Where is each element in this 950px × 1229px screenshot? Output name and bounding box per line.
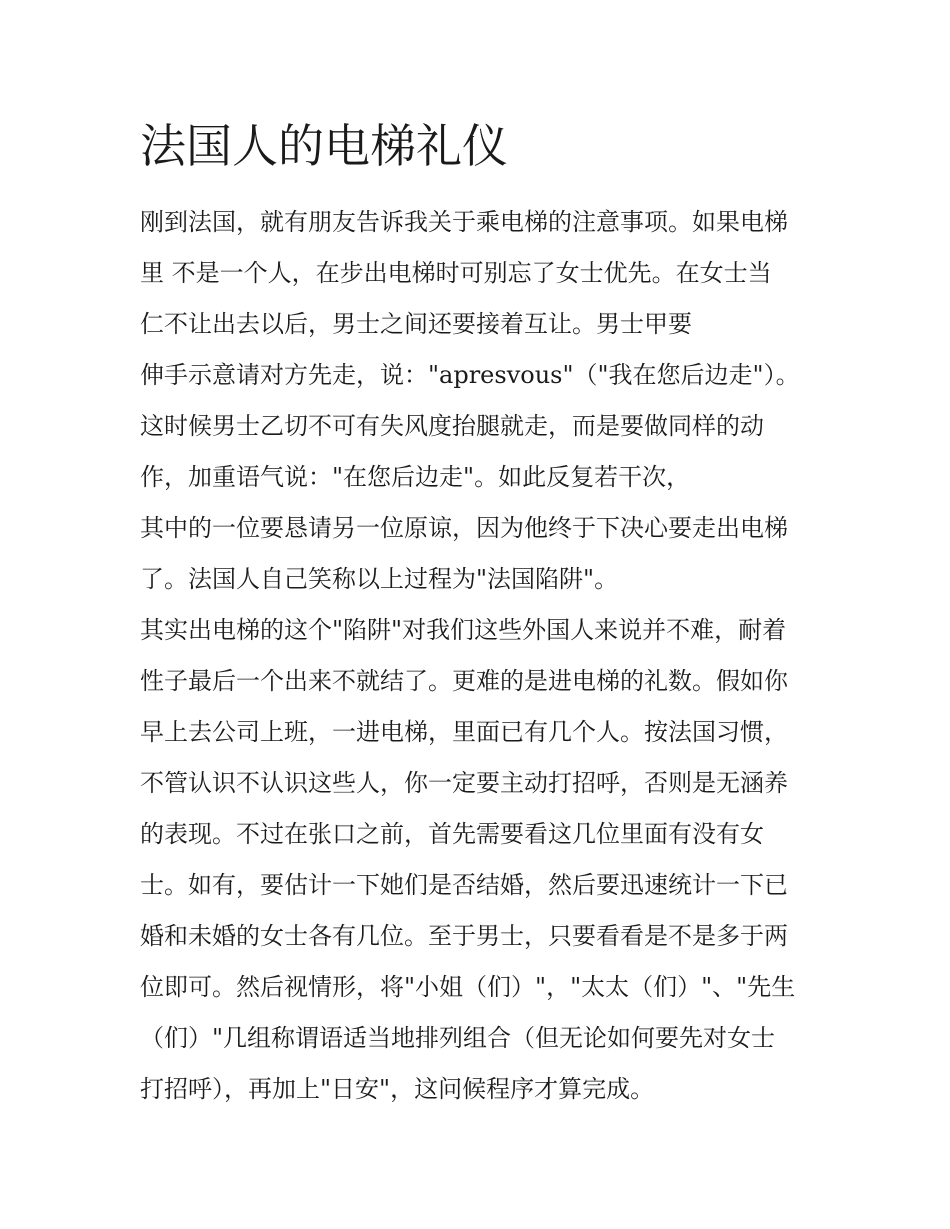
text-line: 了。法国人自己笑称以上过程为"法国陷阱"。 (140, 565, 619, 593)
text-line: （们）"几组称谓语适当地排列组合（但无论如何要先对女士 (140, 1024, 776, 1052)
text-line: 不管认识不认识这些人，你一定要主动打招呼，否则是无涵养 (140, 769, 788, 797)
text-line: 这时候男士乙切不可有失风度抬腿就走，而是要做同样的动 (140, 412, 764, 440)
text-line: 婚和未婚的女士各有几位。至于男士，只要看看是不是多于两 (140, 922, 788, 950)
document-body (140, 197, 840, 1115)
text-line: 的表现。不过在张口之前，首先需要看这几位里面有没有女 (140, 820, 764, 848)
text-line: 仁不让出去以后，男士之间还要接着互让。男士甲要 (140, 310, 692, 338)
text-line: 伸手示意请对方先走，说："apresvous"（"我在您后边走"）。 (140, 361, 800, 389)
text-line: 性子最后一个出来不就结了。更难的是进电梯的礼数。假如你 (140, 667, 788, 695)
text-line: 刚到法国，就有朋友告诉我关于乘电梯的注意事项。如果电梯 (140, 208, 788, 236)
text-line: 其中的一位要恳请另一位原谅，因为他终于下决心要走出电梯 (140, 514, 788, 542)
text-line: 其实出电梯的这个"陷阱"对我们这些外国人来说并不难，耐着 (140, 616, 787, 644)
text-line: 打招呼），再加上"日安"，这问候程序才算完成。 (140, 1075, 655, 1103)
text-line: 士。如有，要估计一下她们是否结婚，然后要迅速统计一下已 (140, 871, 788, 899)
document-title: 法国人的电梯礼仪 (140, 119, 508, 173)
text-line: 里 不是一个人，在步出电梯时可别忘了女士优先。在女士当 (140, 259, 772, 287)
text-line: 位即可。然后视情形，将"小姐（们）"，"太太（们）"、"先生 (140, 973, 796, 1001)
text-line: 作，加重语气说："在您后边走"。如此反复若干次， (140, 463, 691, 491)
text-line: 早上去公司上班，一进电梯，里面已有几个人。按法国习惯， (140, 718, 788, 746)
